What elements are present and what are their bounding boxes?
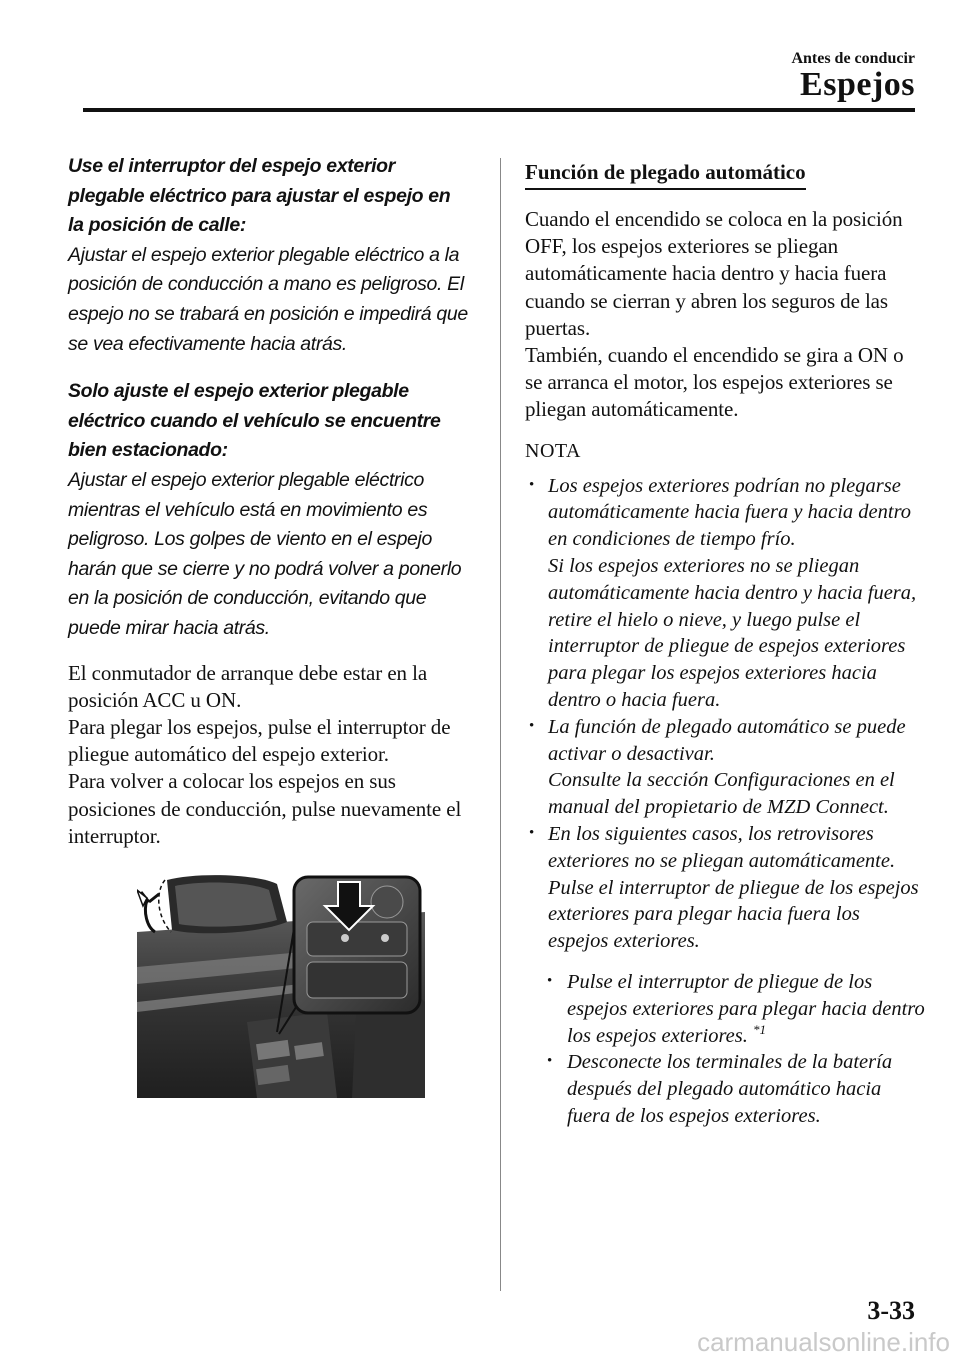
footnote-marker: *1 (752, 1021, 766, 1037)
note-item (525, 473, 925, 714)
subnote-1-text: Pulse el interruptor de pliegue de los espejos exteriores para plegar hacia dentro los espejos exteriores. (567, 970, 925, 1047)
right-paragraph-1: Cuando el encendido se coloca en la posición OFF, los espejos exteriores se pliegan automáticamente hacia dentro y hacia fuera cuando se cierran y abren los seguros de las puertas. (525, 207, 903, 340)
left-paragraph-2: Para plegar los espejos, pulse el interruptor de pliegue automático del espejo exterior. (68, 714, 451, 767)
warning-2-title: Solo ajuste el espejo exterior plegable eléctrico cuando el vehículo se encuentre bien estacionado: (68, 380, 441, 462)
warning-1-text: Ajustar el espejo exterior plegable eléctrico a la posición de conducción a mano es peligroso. El espejo no se trabará en posición e impedirá que se vea efectivamente hacia atrás. (68, 243, 468, 355)
nota-label: NOTA (525, 439, 581, 462)
column-divider (500, 158, 501, 1291)
subnote-item (525, 1049, 925, 1129)
header-rule (83, 108, 915, 112)
watermark: carmanualsonline.info (697, 1327, 950, 1357)
subnote-item (525, 969, 925, 1049)
warning-block-1 (68, 152, 468, 359)
left-column (68, 152, 468, 850)
note-item (525, 821, 925, 955)
left-paragraph-3: Para volver a colocar los espejos en sus posiciones de conducción, pulse nuevamente el interruptor. (68, 769, 462, 848)
mirror-switch-illustration (137, 872, 425, 1098)
note-2-detail: Consulte la sección Configuraciones en el manual del propietario de MZD Connect. (548, 769, 895, 819)
warning-block-2 (68, 377, 468, 643)
note-1-detail: Si los espejos exteriores no se pliegan automáticamente hacia dentro y hacia fuera, retire el hielo o nieve, y luego pulse el interruptor de pliegue de espejos exteriores para plegar los espejos exteriores hacia dentro o hacia fuera. (548, 555, 917, 711)
note-1-text: • Los espejos exteriores podrían no plegarse automáticamente hacia fuera y hacia dentro en condiciones de tiempo frío. (548, 474, 912, 551)
subnote-2-text: Desconecte los terminales de la batería después del plegado automático hacia fuera de los espejos exteriores. (567, 1051, 893, 1127)
page-title: Espejos (800, 66, 915, 103)
right-column (525, 160, 925, 1130)
section-heading: Función de plegado automático (525, 160, 806, 190)
left-paragraph-1: El conmutador de arranque debe estar en la posición ACC u ON. (68, 660, 428, 712)
right-paragraph-2: También, cuando el encendido se gira a ON o se arranca el motor, los espejos exteriores se pliegan automáticamente. (525, 343, 904, 422)
note-2-text: • La función de plegado automático se puede activar o desactivar. (548, 715, 906, 765)
page-header (83, 44, 915, 114)
section-name: Antes de conducir (791, 50, 915, 67)
page-number: 3-33 (867, 1296, 915, 1325)
note-item (525, 714, 925, 821)
warning-2-text: Ajustar el espejo exterior plegable eléctrico mientras el vehículo está en movimiento es peligroso. Los golpes de viento en el espejo harán que se cierre y no podrá volver a ponerlo en la posición de conducción, evitando que puede mirar hacia atrás. (68, 468, 462, 639)
warning-1-title: Use el interruptor del espejo exterior plegable eléctrico para ajustar el espejo en la posición de calle: (68, 155, 451, 237)
notes-list (525, 473, 925, 1130)
note-3-text: • En los siguientes casos, los retrovisores exteriores no se pliegan automáticamente. Pulse el interruptor de pliegue de los espejos exteriores para plegar hacia fuera los espejos exteriores. (548, 822, 919, 953)
